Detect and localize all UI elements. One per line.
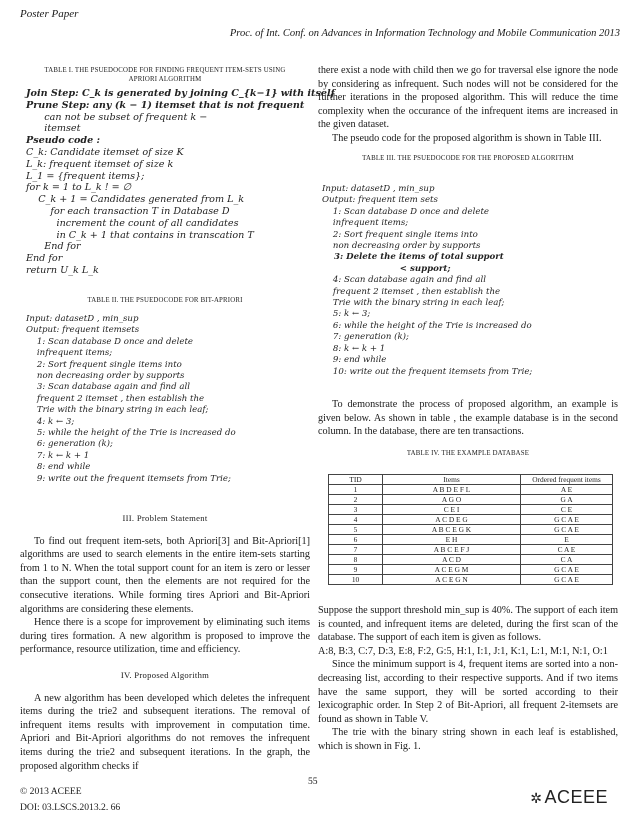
table-cell: 9 [329,565,383,575]
code-line: Output: frequent itemsets [26,325,140,336]
section3-para1: To find out frequent item-sets, both Apriori[3] and Bit-Apriori[1] algorithms are used to search elements in the entire item-sets starting from 1 to N. When the total support count for an item is zero or lesser than the support count, then the elements are not required for the consecutive iterations. While forming tires Apriori and Bit-Apriori algorithms are considering these elements. [20,535,310,615]
table3-pseudocode [322,184,622,378]
table-cell: C A E [521,545,613,555]
table-cell: G C A E [521,565,613,575]
table4-caption: TABLE IV. THE EXAMPLE DATABASE [406,449,530,457]
table-cell: G A [521,495,613,505]
code-line: 4: Scan database again and find all [322,275,486,286]
code-line: itemset [26,123,81,135]
table-cell: C E [521,505,613,515]
right-para5: A:8, B:3, C:7, D:3, E:8, F:2, G:5, H:1, I:1, J:1, K:1, L:1, M:1, N:1, O:1 [318,645,608,657]
code-line: C_k: Candidate itemset of size K [26,146,184,158]
page-number: 55 [308,776,318,787]
table2-caption: TABLE II. THE PSUEDOCODE FOR BIT-APRIORI [87,297,243,304]
logo-star-icon: ✲ [530,790,543,806]
code-line: L_1 = {frequent items}; [26,170,145,182]
copyright: © 2013 ACEEE [20,786,82,797]
code-line: C_k + 1 = Candidates generated from L_k [26,194,245,206]
code-line: 10: write out the frequent itemsets from Trie; [322,366,533,377]
right-para6: Since the minimum support is 4, frequent items are sorted into a non-decreasing list, according to their respective supports. And if two items have the same support, they will be sorted according to their lexicographic order. In Step 2 of Bit-Apriori, all frequent 2-itemsets are found as shown in Table V. [318,659,618,725]
table-row [329,525,613,535]
table-cell: C A [521,555,613,565]
code-line: 1: Scan database D once and delete [26,336,193,347]
code-line: infrequent items; [322,218,409,229]
code-line: 7: k ← k + 1 [26,450,90,461]
code-line: 8: end while [26,462,91,473]
right-para1: there exist a node with child then we go for traversal else ignore the node by considering as infrequent. Such nodes will not be considered for the further iterations in the proposed algorithm. This will reduce the time complexity when the occurance of the infrequent items are increased in the given dataset. [318,65,618,131]
table-row [329,575,613,585]
code-line: return U_k L_k [26,264,99,276]
code-line: Input: datasetD , min_sup [322,184,435,194]
code-line: 3: Delete the items of total support [322,252,504,263]
table-cell: G C A E [521,575,613,585]
doi: DOI: 03.LSCS.2013.2. 66 [20,802,121,813]
table2-pseudocode [26,314,316,485]
table-row [329,535,613,545]
code-line: Trie with the binary string in each leaf; [26,405,209,416]
table3-caption: TABLE III. THE PSUEDOCODE FOR THE PROPOSED ALGORITHM [362,154,574,162]
code-line: 9: write out the frequent itemsets from Trie; [26,473,231,484]
table-row [329,565,613,575]
table-row [329,495,613,505]
code-line: 1: Scan database D once and delete [322,206,489,217]
code-line: Join Step: C_k is generated by joining C_{k−1} with itself [26,88,335,99]
table1-caption: TABLE I. THE PSUEDOCODE FOR FINDING FREQUENT ITEM-SETS USING APRIORI ALGORITHM [44,67,286,83]
code-line: 2: Sort frequent single items into [26,359,182,370]
table-header: Ordered frequent items [521,475,613,485]
left-column [20,66,310,84]
table-row [329,545,613,555]
right-para3: To demonstrate the process of proposed algorithm, an example is given below. As shown in table , the example database is in the second column. In the database, there are ten transactions. [318,399,618,438]
table-cell: 2 [329,495,383,505]
table-header: Items [383,475,521,485]
conference-header: Proc. of Int. Conf. on Advances in Information Technology and Mobile Communication 2013 [229,28,620,39]
table-cell: A B D E F L [383,485,521,495]
table-cell: A C E G N [383,575,521,585]
section4-title: IV. Proposed Algorithm [120,669,210,680]
code-line: End for [26,241,81,253]
table-cell: A C D [383,555,521,565]
logo-text: ACEEE [544,787,608,807]
table-cell: A B C E F J [383,545,521,555]
table-row [329,515,613,525]
table-cell: A C D E G [383,515,521,525]
table-cell: A E [521,485,613,495]
code-line: infrequent items; [26,348,113,359]
table-cell: 3 [329,505,383,515]
code-line: 2: Sort frequent single items into [322,229,478,240]
code-line: Pseudo code : [26,135,101,147]
code-line: frequent 2 itemset , then establish the [322,286,501,297]
table-cell: A C E G M [383,565,521,575]
table-cell: 6 [329,535,383,545]
code-line: can not be subset of frequent k − [26,111,208,123]
right-para4: Suppose the support threshold min_sup is 40%. The support of each item is counted, and infrequent items are deleted, during the first scan of the database. The support of each item is given as follows. [318,605,618,644]
table-cell: C E I [383,505,521,515]
code-line: 7: generation (k); [322,332,409,343]
code-line: L_k: frequent itemset of size k [26,158,174,170]
code-line: < support; [322,263,451,274]
table-cell: G C A E [521,525,613,535]
code-line: 5: k ← 3; [322,309,371,320]
table-row [329,555,613,565]
table-cell: 1 [329,485,383,495]
table-row [329,505,613,515]
table-header: TID [329,475,383,485]
code-line: non decreasing order by supports [322,241,481,252]
table-cell: 7 [329,545,383,555]
section4-para1: A new algorithm has been developed which deletes the infrequent items during the trie2 and subsequent iterations. The removal of infrequent items results with improvement in computation time. Apriori and Bit-Apriori algorithms do not removes the infrequent items during the trie2 and subsequent iterations. In the graph, the proposed algorithm checks if [20,692,310,772]
aceee-logo [530,787,608,808]
code-line: Output: frequent item sets [322,195,438,206]
section3-para2: Hence there is a scope for improvement by eliminating such items during tires formation. A new algorithm is proposed to improve the performance, resource utilization, time and efficiency. [20,617,310,656]
table-cell: G C A E [521,515,613,525]
table-cell: E [521,535,613,545]
code-line: 6: generation (k); [26,439,113,450]
table-cell: E H [383,535,521,545]
code-line: 3: Scan database again and find all [26,382,190,393]
code-line: End for [26,253,63,265]
right-para7: The trie with the binary string shown in each leaf is established, which is shown in Fig. 1. [318,727,618,752]
code-line: 8: k ← k + 1 [322,343,386,354]
table-row [329,485,613,495]
code-line: in C_k + 1 that contains in transcation T [26,229,254,241]
code-line: 5: while the height of the Trie is increased do [26,428,236,439]
code-line: non decreasing order by supports [26,371,185,382]
section3-title: III. Problem Statement [122,513,208,523]
table1-pseudocode [26,88,335,277]
code-line: Prune Step: any (k − 1) itemset that is not frequent [26,99,305,111]
table-cell: 10 [329,575,383,585]
table-cell: A B C E G K [383,525,521,535]
table-cell: A G O [383,495,521,505]
table-cell: 8 [329,555,383,565]
code-line: 6: while the height of the Trie is increased do [322,320,532,331]
table-cell: 4 [329,515,383,525]
example-database-table [328,474,613,585]
code-line: 9: end while [322,355,387,366]
code-line: for each transaction T in Database D [26,205,230,217]
code-line: Input: datasetD , min_sup [26,314,139,324]
right-para2: The pseudo code for the proposed algorithm is shown in Table III. [332,132,602,144]
code-line: Trie with the binary string in each leaf; [322,298,505,309]
table-cell: 5 [329,525,383,535]
code-line: frequent 2 itemset , then establish the [26,393,205,404]
code-line: 4: k ← 3; [26,416,75,427]
code-line: increment the count of all candidates [26,217,239,229]
poster-label: Poster Paper [20,8,79,20]
code-line: for k = 1 to L_k ! = ∅ [26,182,132,194]
